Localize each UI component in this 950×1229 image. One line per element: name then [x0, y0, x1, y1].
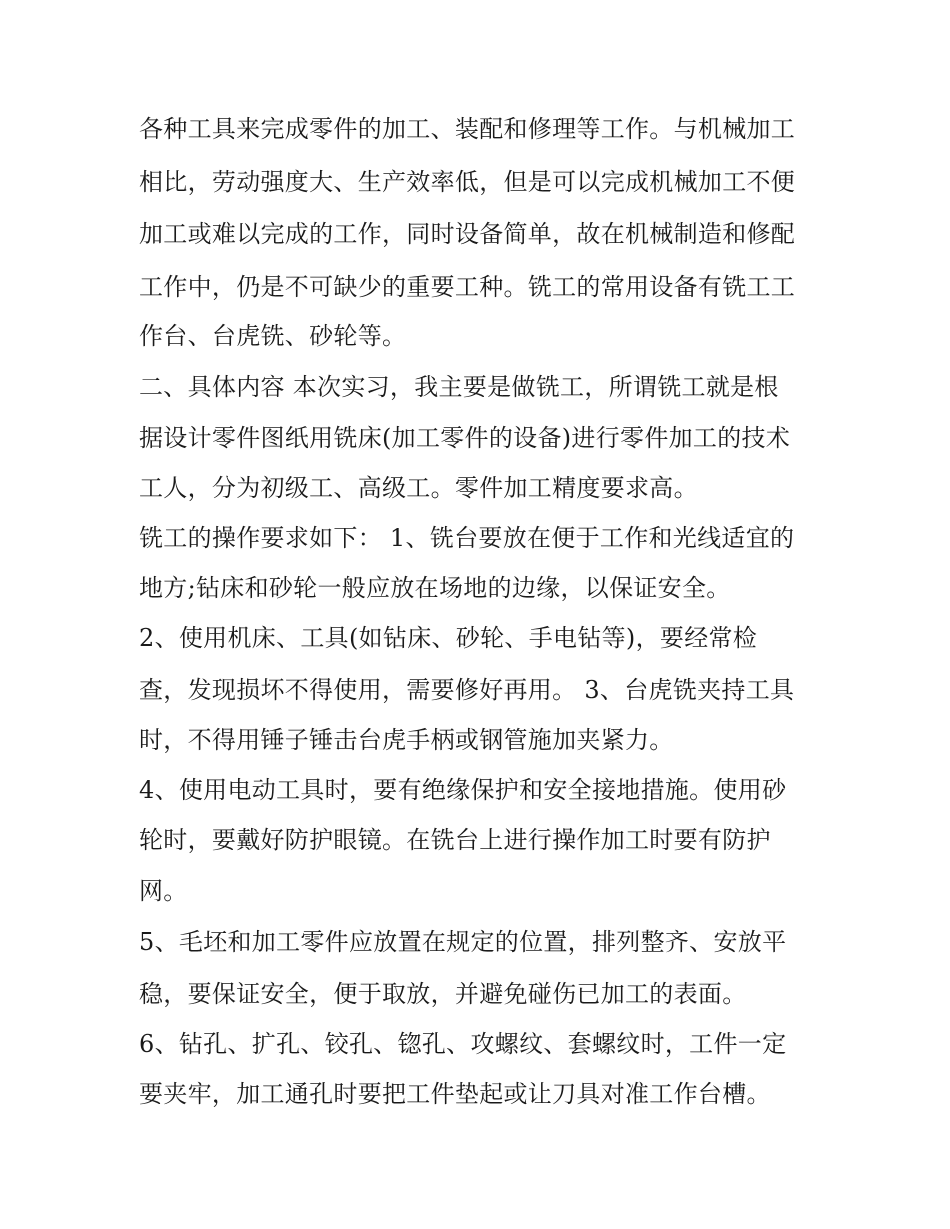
text-line: 各种工具来完成零件的加工、装配和修理等工作。与机械加工: [139, 115, 796, 143]
text-line: 2、使用机床、工具(如钻床、砂轮、手电钻等)，要经常检: [139, 624, 758, 652]
text-line: 查，发现损坏不得使用，需要修好再用。 3、台虎铣夹持工具: [139, 676, 795, 704]
text-line: 据设计零件图纸用铣床(加工零件的设备)进行零件加工的技术: [139, 424, 791, 452]
text-line: 时，不得用锤子锤击台虎手柄或钢管施加夹紧力。: [139, 726, 674, 754]
text-line: 轮时，要戴好防护眼镜。在铣台上进行操作加工时要有防护: [139, 826, 771, 854]
text-line: 作台、台虎铣、砂轮等。: [139, 322, 407, 350]
text-line: 工人，分为初级工、高级工。零件加工精度要求高。: [139, 474, 698, 502]
text-line: 地方;钻床和砂轮一般应放在场地的边缘，以保证安全。: [139, 574, 731, 602]
text-line: 铣工的操作要求如下： 1、铣台要放在便于工作和光线适宜的: [139, 524, 795, 552]
text-line: 加工或难以完成的工作，同时设备简单，故在机械制造和修配: [139, 220, 796, 248]
text-line: 6、钻孔、扩孔、铰孔、锪孔、攻螺纹、套螺纹时，工件一定: [139, 1030, 787, 1058]
text-line: 二、具体内容 本次实习，我主要是做铣工，所谓铣工就是根: [139, 373, 779, 401]
text-line: 4、使用电动工具时，要有绝缘保护和安全接地措施。使用砂: [139, 776, 787, 804]
text-line: 5、毛坯和加工零件应放置在规定的位置，排列整齐、安放平: [139, 928, 787, 956]
text-line: 网。: [139, 877, 188, 905]
text-line: 工作中，仍是不可缺少的重要工种。铣工的常用设备有铣工工: [139, 273, 796, 301]
text-line: 相比，劳动强度大、生产效率低，但是可以完成机械加工不便: [139, 168, 796, 196]
text-line: 要夹牢，加工通孔时要把工件垫起或让刀具对准工作台槽。: [139, 1080, 771, 1108]
text-line: 稳，要保证安全，便于取放，并避免碰伤已加工的表面。: [139, 980, 747, 1008]
